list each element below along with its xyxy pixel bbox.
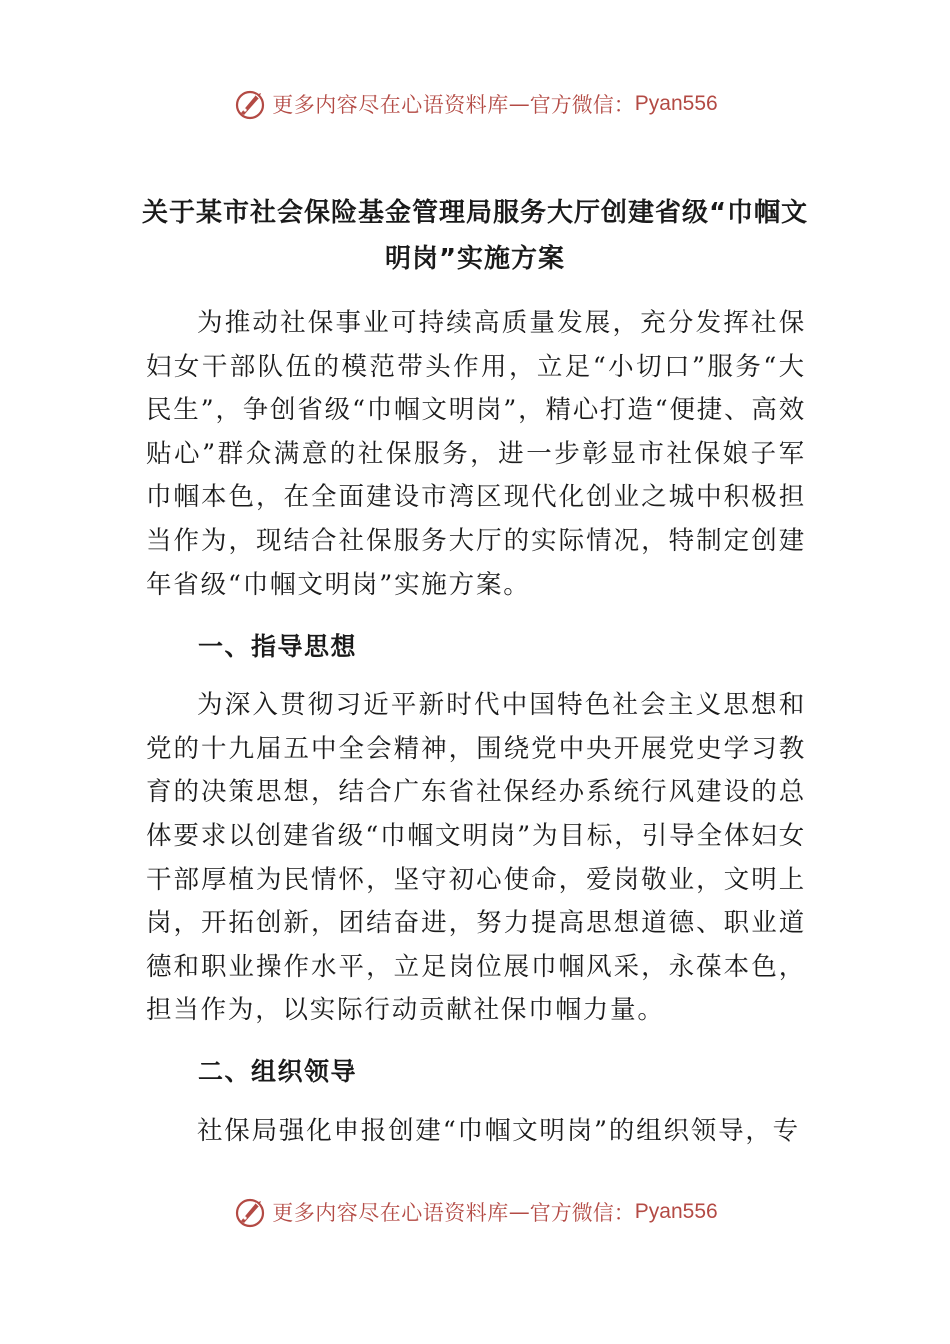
section-paragraph-guiding-ideology: 为深入贯彻习近平新时代中国特色社会主义思想和党的十九届五中全会精神，围绕党中央开展党史学习教育的决策思想，结合广东省社保经办系统行风建设的总体要求以创建省级“巾帼文明岗”为目标，引导全体妇女干部厚植为民情怀，坚守初心使命，爱岗敬业，文明上岗，开拓创新，团结奋进，努力提高思想道德、职业道德和职业操作水平，立足岗位展巾帼风采，永葆本色，担当作为，以实际行动贡献社保巾帼力量。 [146,690,806,1026]
title-line-1: 关于某市社会保险基金管理局服务大厅创建省级“巾帼文 [141,198,809,228]
banner-separator: — [508,1200,530,1224]
title-line-2: 明岗”实施方案 [384,244,566,274]
document-title [130,190,820,282]
section-heading-organization: 二、组织领导 [198,1056,358,1086]
document-body [146,302,806,1154]
pen-nib-logo-icon [232,1194,268,1230]
banner-separator: — [508,92,530,116]
banner-text: 更多内容尽在心语资料库 [272,1201,509,1225]
pen-nib-logo-icon [232,86,268,122]
banner-text: 更多内容尽在心语资料库 [272,93,509,117]
section-heading-guiding-ideology: 一、指导思想 [198,632,358,662]
banner-wechat-label: 官方微信： [529,93,635,117]
header-watermark-banner [0,84,950,124]
footer-watermark-banner [0,1192,950,1232]
banner-wechat-label: 官方微信： [529,1201,635,1225]
banner-wechat-id: Pyan556 [634,92,718,115]
section-paragraph-organization: 社保局强化申报创建“巾帼文明岗”的组织领导，专 [197,1115,800,1146]
banner-wechat-id: Pyan556 [634,1200,718,1223]
intro-paragraph: 为推动社保事业可持续高质量发展，充分发挥社保妇女干部队伍的模范带头作用，立足“小切口”服务“大民生”，争创省级“巾帼文明岗”，精心打造“便捷、高效贴心”群众满意的社保服务，进一步彰显市社保娘子军巾帼本色，在全面建设市湾区现代化创业之城中积极担当作为，现结合社保服务大厅的实际情况，特制定创建年省级“巾帼文明岗”实施方案。 [146,308,806,600]
